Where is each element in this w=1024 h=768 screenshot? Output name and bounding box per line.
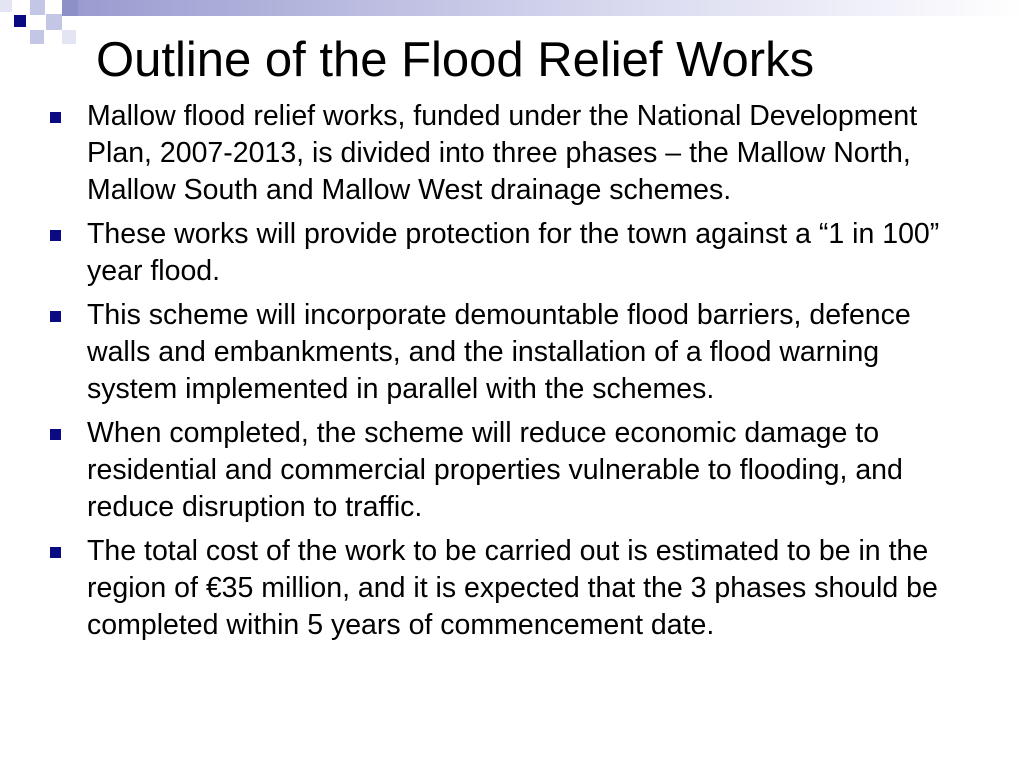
header-square-7: [0, 0, 12, 12]
header-square-1: [14, 15, 26, 27]
bullet-item: [47, 533, 967, 644]
bullet-text: When completed, the scheme will reduce economic damage to residential and commercial properties vulnerable to flooding, and reduce disruption to traffic.: [87, 417, 903, 523]
bullet-text: Mallow flood relief works, funded under the National Development Plan, 2007-2013, is divided into three phases – the Mallow North, Mallow South and Mallow West drainage schemes.: [87, 100, 918, 206]
header-gradient-bar: [78, 0, 1024, 16]
square-bullet-icon: [50, 112, 61, 123]
header-square-2: [30, 0, 45, 15]
header-square-5: [30, 30, 44, 44]
header-square-3: [46, 14, 62, 30]
bullet-item: [47, 415, 967, 526]
bullet-text: These works will provide protection for the town against a “1 in 100” year flood.: [87, 218, 940, 287]
header-square-6: [62, 30, 76, 44]
slide-title: Outline of the Flood Relief Works: [96, 33, 815, 87]
header-square-4: [62, 0, 78, 16]
square-bullet-icon: [50, 547, 61, 558]
bullet-text: This scheme will incorporate demountable flood barriers, defence walls and embankments, and the installation of a flood warning system implemented in parallel with the schemes.: [87, 299, 911, 405]
square-bullet-icon: [50, 311, 61, 322]
bullet-list: [47, 98, 967, 651]
bullet-item: [47, 216, 967, 290]
square-bullet-icon: [50, 429, 61, 440]
square-bullet-icon: [50, 230, 61, 241]
bullet-text: The total cost of the work to be carried out is estimated to be in the region of €35 million, and it is expected that the 3 phases should be completed within 5 years of commencement date.: [87, 535, 938, 641]
bullet-item: [47, 297, 967, 408]
bullet-item: [47, 98, 967, 209]
